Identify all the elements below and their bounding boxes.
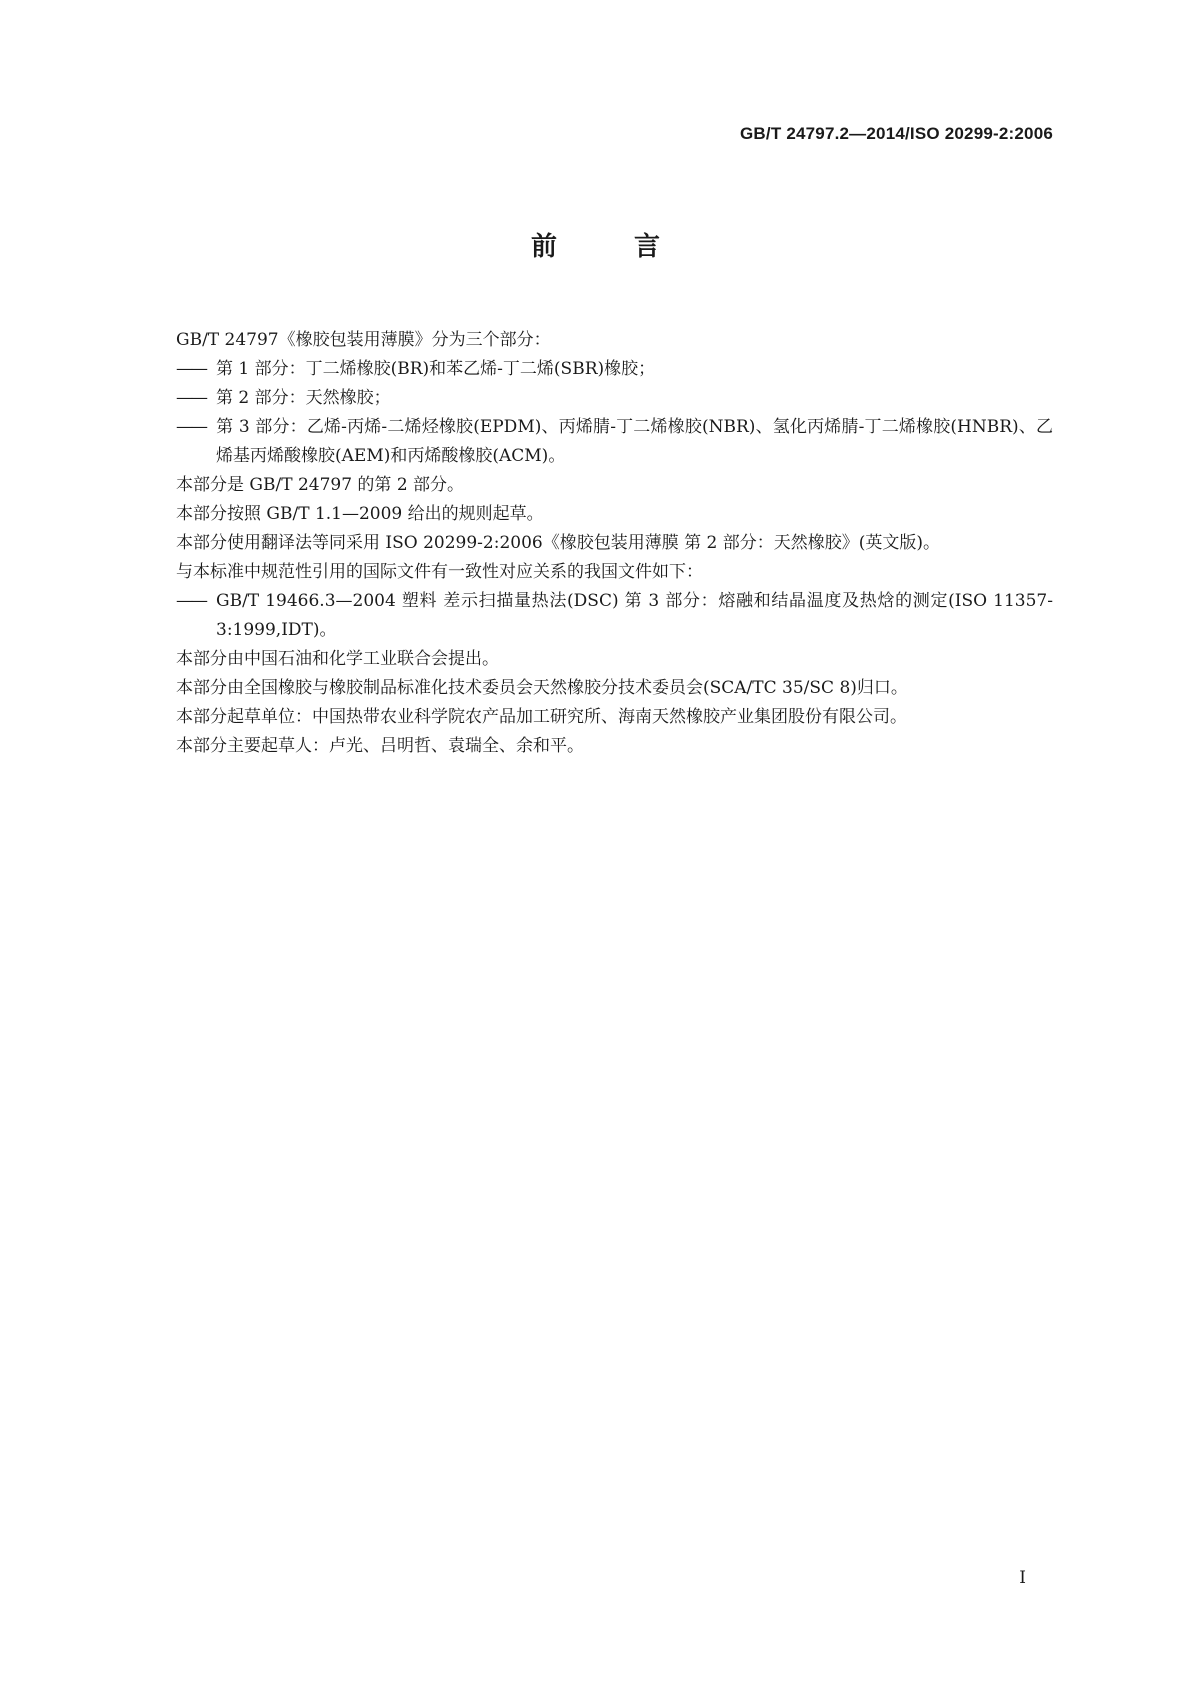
reference-list-item-1 [138,587,1053,645]
paragraph-proposer: 本部分由中国石油和化学工业联合会提出。 [176,649,499,669]
paragraph-technical-committee: 本部分由全国橡胶与橡胶制品标准化技术委员会天然橡胶分技术委员会(SCA/TC 35/SC 8)归口。 [176,678,908,698]
part-3-text: 第 3 部分：乙烯-丙烯-二烯烃橡胶(EPDM)、丙烯腈-丁二烯橡胶(NBR)、氢化丙烯腈-丁二烯橡胶(HNBR)、乙烯基丙烯酸橡胶(AEM)和丙烯酸橡胶(ACM)。 [216,417,1053,466]
part-1-text: 第 1 部分：丁二烯橡胶(BR)和苯乙烯-丁二烯(SBR)橡胶； [216,359,656,379]
page-title: 前 言 [530,232,695,262]
part-list-item-1 [138,355,1053,384]
paragraph-corresponding-documents: 与本标准中规范性引用的国际文件有一致性对应关系的我国文件如下： [176,562,703,582]
paragraph-drafters: 本部分主要起草人：卢光、吕明哲、袁瑞全、余和平。 [176,736,584,756]
part-list-item-2 [138,384,1053,413]
foreword-body [138,326,1053,761]
em-dash-marker: —— [176,388,206,408]
em-dash-marker: —— [176,417,206,437]
page-number: I [1019,1568,1026,1588]
em-dash-marker: —— [176,591,206,611]
paragraph-adoption: 本部分使用翻译法等同采用 ISO 20299-2:2006《橡胶包装用薄膜 第 2 部分：天然橡胶》(英文版)。 [176,533,941,553]
standard-number-header: GB/T 24797.2—2014/ISO 20299-2:2006 [740,124,1053,143]
em-dash-marker: —— [176,359,206,379]
intro-paragraph: GB/T 24797《橡胶包装用薄膜》分为三个部分： [176,330,551,350]
paragraph-drafting-rules: 本部分按照 GB/T 1.1—2009 给出的规则起草。 [176,504,544,524]
part-list-item-3 [138,413,1053,471]
paragraph-drafting-organizations: 本部分起草单位：中国热带农业科学院农产品加工研究所、海南天然橡胶产业集团股份有限公司。 [176,707,907,727]
paragraph-part-of-standard: 本部分是 GB/T 24797 的第 2 部分。 [176,475,465,495]
part-2-text: 第 2 部分：天然橡胶； [216,388,391,408]
reference-1-text: GB/T 19466.3—2004 塑料 差示扫描量热法(DSC) 第 3 部分：熔融和结晶温度及热焓的测定(ISO 11357-3:1999,IDT)。 [216,591,1053,640]
